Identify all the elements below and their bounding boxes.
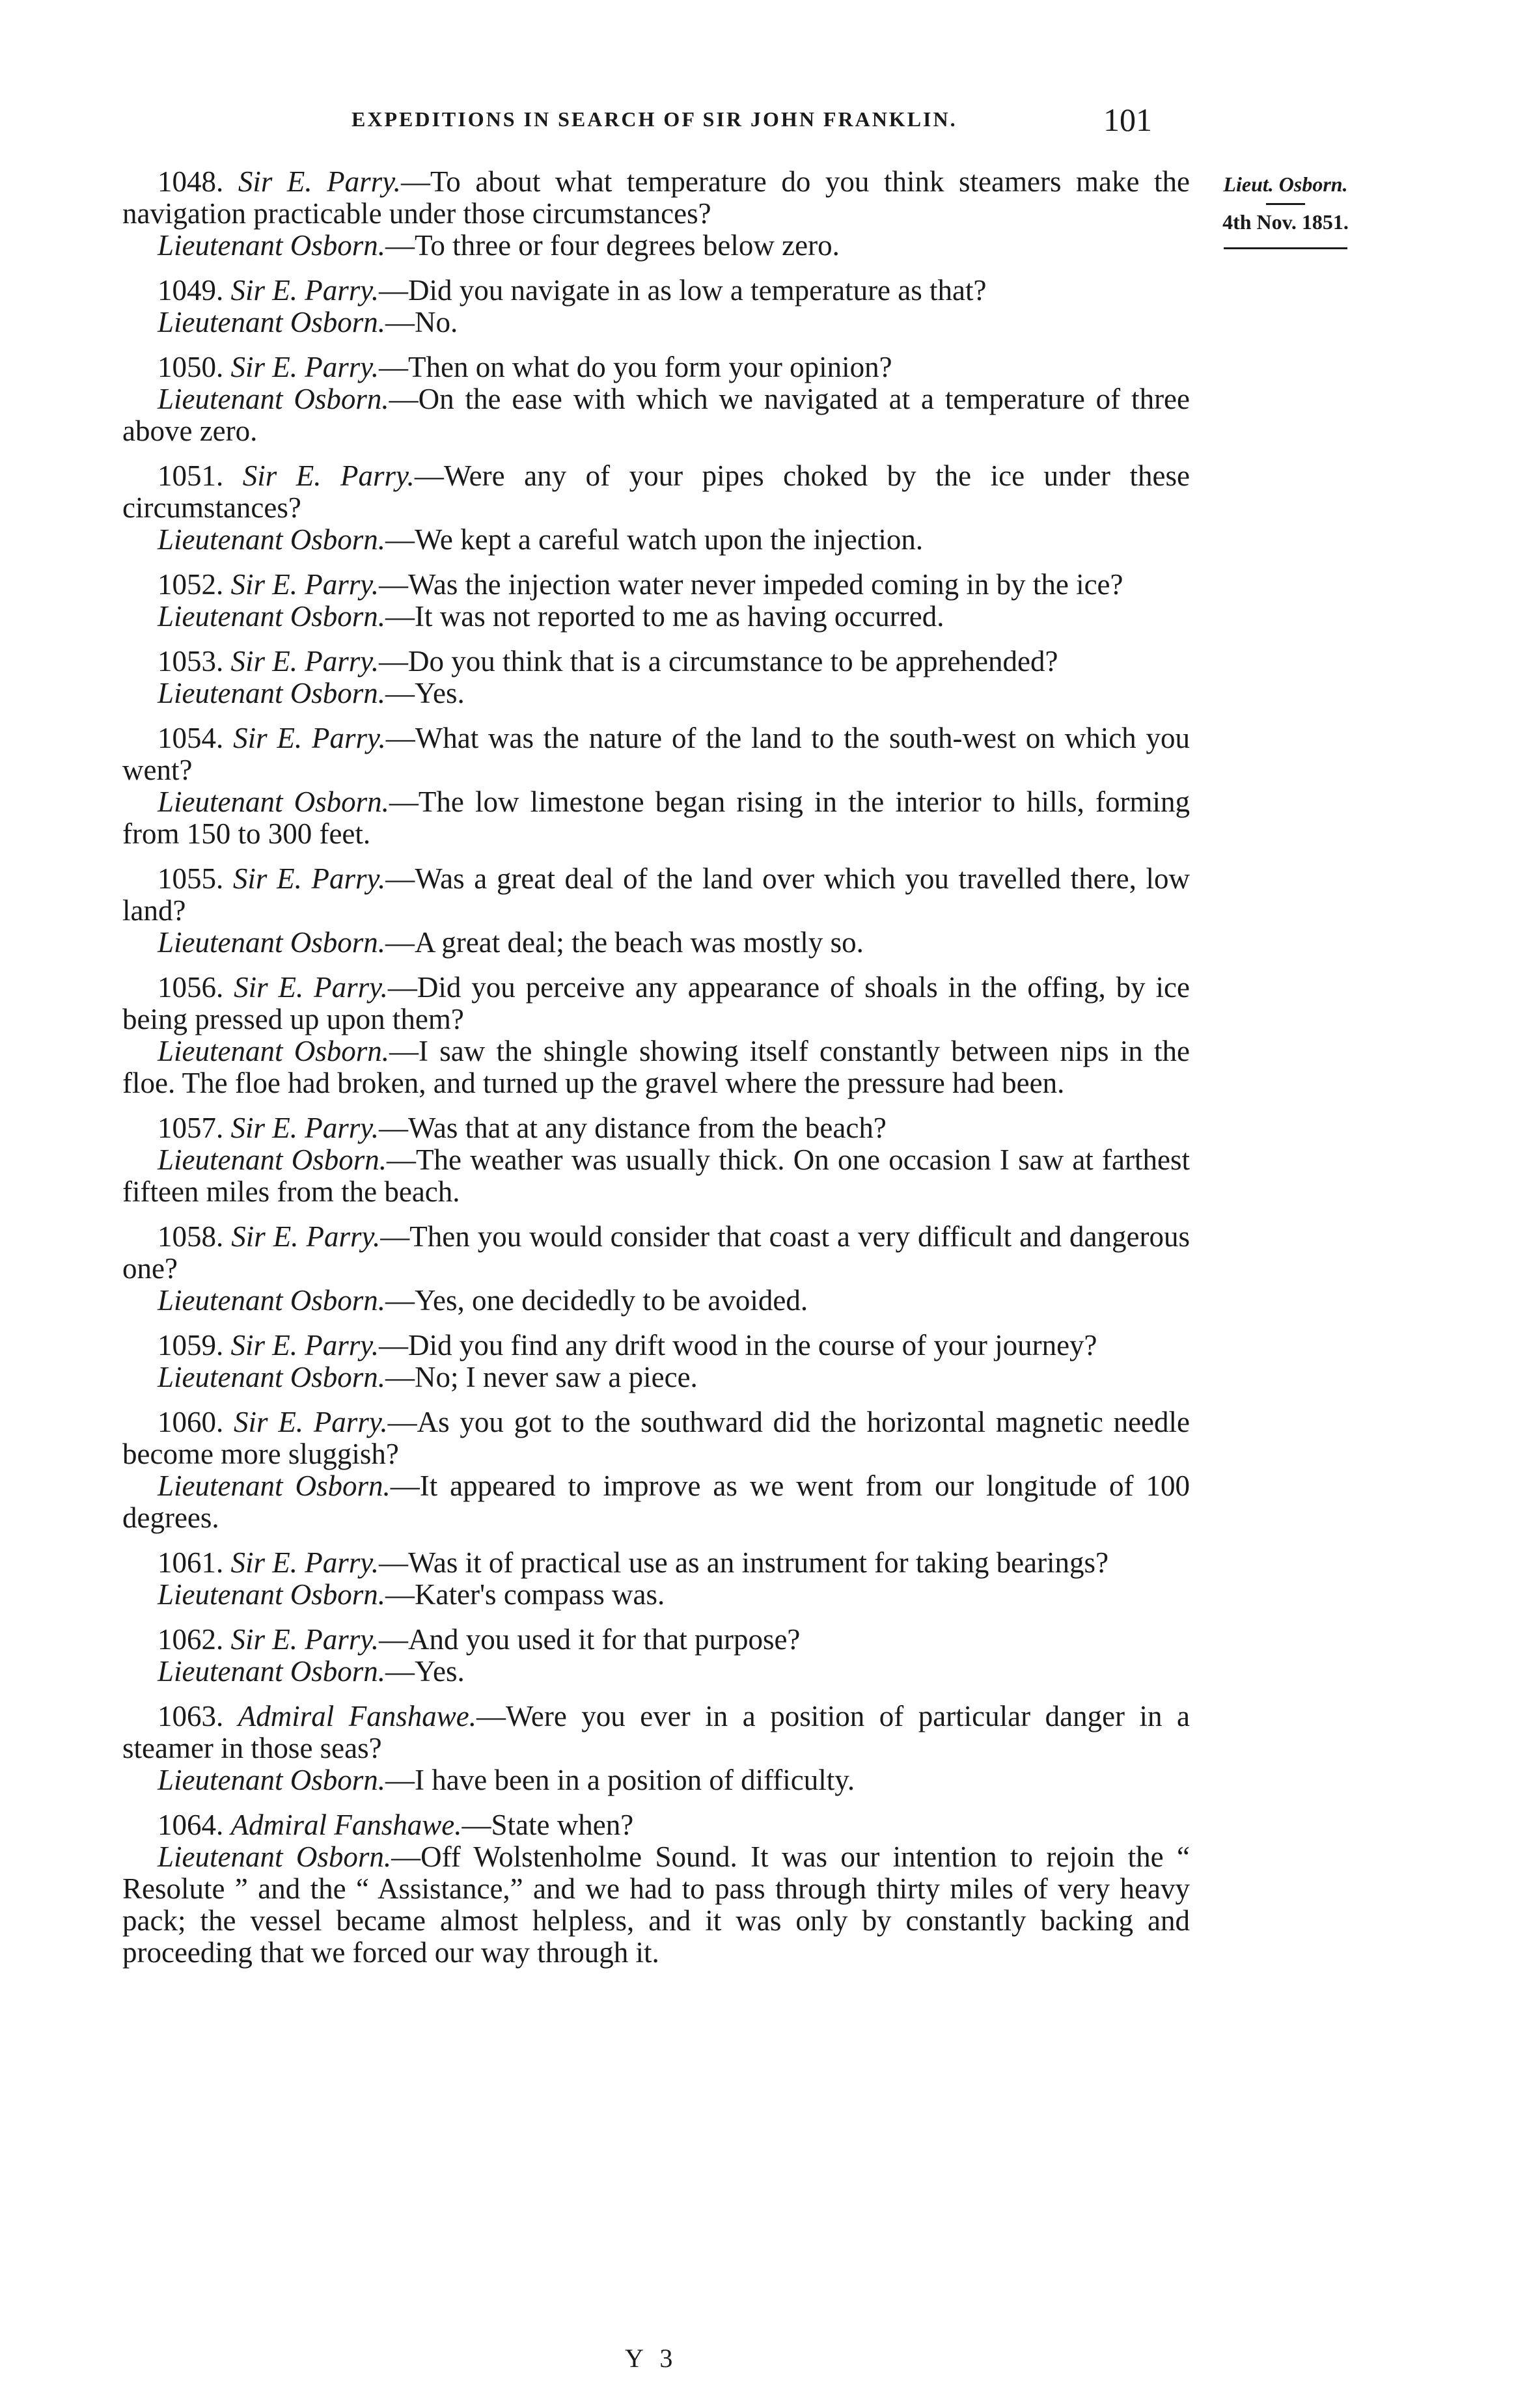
answer-text: —The weather was usually thick. On one occasion I saw at farthest fifteen miles from the beach. — [122, 1143, 1190, 1208]
page-number: 101 — [1103, 102, 1152, 138]
witness-name: Lieutenant Osborn. — [158, 1840, 392, 1873]
witness-name: Lieutenant Osborn. — [158, 383, 389, 415]
question-number: 1058. — [158, 1220, 224, 1253]
margin-witness: Lieut. Osborn. — [1223, 172, 1348, 196]
question — [122, 722, 1190, 786]
answer-text: —It appeared to improve as we went from our longitude of 100 degrees. — [122, 1470, 1190, 1534]
answer-text: —The low limestone began rising in the interior to hills, forming from 150 to 300 feet. — [122, 786, 1190, 850]
margin-date: 4th Nov. 1851. — [1222, 210, 1349, 234]
answer — [122, 927, 1190, 959]
question-text: —Were any of your pipes choked by the ice under these circumstances? — [122, 459, 1190, 524]
witness-name: Lieutenant Osborn. — [158, 1764, 386, 1796]
margin-divider — [1224, 247, 1347, 249]
questioner-name: Sir E. Parry. — [230, 1546, 379, 1579]
questioner-name: Sir E. Parry. — [230, 1112, 379, 1144]
answer-text: —I saw the shingle showing itself constantly between nips in the floe. The floe had broken, and turned up the gravel where the pressure had been. — [122, 1035, 1190, 1099]
question-number: 1061. — [158, 1546, 224, 1579]
witness-name: Lieutenant Osborn. — [158, 926, 386, 959]
question — [122, 1809, 1190, 1841]
answer — [122, 524, 1190, 556]
question-number: 1049. — [158, 274, 224, 307]
question — [122, 1112, 1190, 1144]
margin-note — [1211, 172, 1360, 249]
witness-name: Lieutenant Osborn. — [158, 1470, 391, 1502]
question-text: —Then you would consider that coast a very difficult and dangerous one? — [122, 1220, 1191, 1285]
question-text: —What was the nature of the land to the south-west on which you went? — [122, 722, 1191, 786]
answer-text: —It was not reported to me as having occurred. — [385, 600, 944, 633]
answer — [122, 1579, 1190, 1611]
question-number: 1059. — [158, 1329, 224, 1361]
answer-text: —Yes. — [385, 677, 465, 709]
testimony-entry — [122, 275, 1190, 338]
questioner-name: Sir E. Parry. — [230, 351, 379, 383]
witness-name: Lieutenant Osborn. — [158, 1284, 386, 1317]
answer — [122, 1144, 1190, 1208]
question-number: 1062. — [158, 1623, 224, 1656]
answer — [122, 677, 1190, 709]
testimony-entry — [122, 351, 1190, 447]
questioner-name: Sir E. Parry. — [230, 1623, 379, 1656]
questioner-name: Sir E. Parry. — [230, 568, 379, 601]
witness-name: Lieutenant Osborn. — [158, 1143, 387, 1176]
question — [122, 1406, 1190, 1470]
question — [122, 1221, 1190, 1285]
answer-text: —On the ease with which we navigated at a temperature of three above zero. — [122, 383, 1190, 447]
answer-text: —Yes, one decidedly to be avoided. — [385, 1284, 808, 1317]
question-number: 1050. — [158, 351, 224, 383]
question — [122, 1547, 1190, 1579]
question — [122, 569, 1190, 601]
question — [122, 1330, 1190, 1361]
questioner-name: Admiral Fanshawe. — [238, 1700, 476, 1732]
questioner-name: Sir E. Parry. — [234, 971, 388, 1004]
answer — [122, 1764, 1190, 1796]
question — [122, 863, 1190, 927]
answer — [122, 230, 1190, 262]
answer-text: —Kater's compass was. — [385, 1578, 665, 1611]
question-text: —As you got to the southward did the horizontal magnetic needle become more sluggish? — [122, 1406, 1190, 1470]
witness-name: Lieutenant Osborn. — [158, 1655, 386, 1688]
questioner-name: Sir E. Parry. — [230, 645, 379, 677]
margin-divider — [1266, 203, 1305, 205]
answer-text: —A great deal; the beach was mostly so. — [385, 926, 864, 959]
questioner-name: Sir E. Parry. — [238, 165, 401, 198]
question — [122, 646, 1190, 677]
testimony-entry — [122, 166, 1190, 262]
answer — [122, 1470, 1190, 1534]
questioner-name: Sir E. Parry. — [231, 1220, 381, 1253]
signature-mark: Y 3 — [625, 2344, 678, 2373]
question — [122, 460, 1190, 524]
questioner-name: Sir E. Parry. — [230, 1329, 379, 1361]
question-number: 1060. — [158, 1406, 224, 1438]
questioner-name: Sir E. Parry. — [230, 274, 379, 307]
question — [122, 166, 1190, 230]
testimony-entry — [122, 460, 1190, 556]
question-text: —Was that at any distance from the beach? — [379, 1112, 887, 1144]
testimony-entry — [122, 972, 1190, 1099]
testimony-entry — [122, 1624, 1190, 1688]
question-text: —Then on what do you form your opinion? — [379, 351, 892, 383]
testimony-entry — [122, 1809, 1190, 1969]
answer-text: —Yes. — [385, 1655, 465, 1688]
answer — [122, 307, 1190, 338]
answer-text: —I have been in a position of difficulty. — [385, 1764, 855, 1796]
question-number: 1055. — [158, 862, 224, 895]
witness-name: Lieutenant Osborn. — [158, 1578, 386, 1611]
question-number: 1051. — [158, 459, 224, 492]
question-text: —Did you perceive any appearance of shoals in the offing, by ice being pressed up upon them? — [122, 971, 1191, 1035]
question-number: 1054. — [158, 722, 224, 754]
testimony-body — [122, 166, 1190, 1982]
testimony-entry — [122, 1701, 1190, 1796]
question-text: —Was a great deal of the land over which you travelled there, low land? — [122, 862, 1190, 927]
witness-name: Lieutenant Osborn. — [158, 1035, 390, 1067]
question-text: —Was the injection water never impeded coming in by the ice? — [379, 568, 1123, 601]
answer-text: —No. — [385, 306, 458, 338]
testimony-entry — [122, 646, 1190, 709]
question-text: —Did you find any drift wood in the course of your journey? — [379, 1329, 1097, 1361]
question-number: 1052. — [158, 568, 224, 601]
question-number: 1048. — [158, 165, 224, 198]
testimony-entry — [122, 569, 1190, 633]
testimony-entry — [122, 1330, 1190, 1393]
question-number: 1056. — [158, 971, 224, 1004]
question-text: —And you used it for that purpose? — [379, 1623, 801, 1656]
answer — [122, 1841, 1190, 1969]
witness-name: Lieutenant Osborn. — [158, 786, 389, 818]
testimony-entry — [122, 1406, 1190, 1534]
question-number: 1057. — [158, 1112, 224, 1144]
witness-name: Lieutenant Osborn. — [158, 1361, 386, 1393]
answer — [122, 1361, 1190, 1393]
question-text: —Were you ever in a position of particular danger in a steamer in those seas? — [122, 1700, 1190, 1764]
answer-text: —Off Wolstenholme Sound. It was our intention to rejoin the “ Resolute ” and the “ Assistance,” and we had to pass through thirty miles of very heavy pack; the vessel became almost helpless, and it was only by constantly backing and proceeding that we forced our way through it. — [122, 1840, 1190, 1969]
question-number: 1063. — [158, 1700, 224, 1732]
testimony-entry — [122, 1547, 1190, 1611]
question-text: —Do you think that is a circumstance to be apprehended? — [379, 645, 1058, 677]
questioner-name: Admiral Fanshawe. — [230, 1809, 462, 1841]
running-header: EXPEDITIONS IN SEARCH OF SIR JOHN FRANKLIN. — [351, 107, 957, 131]
answer — [122, 383, 1190, 447]
testimony-entry — [122, 1112, 1190, 1208]
testimony-entry — [122, 722, 1190, 850]
witness-name: Lieutenant Osborn. — [158, 306, 386, 338]
question-text: —Did you navigate in as low a temperature as that? — [379, 274, 987, 307]
question — [122, 351, 1190, 383]
answer-text: —To three or four degrees below zero. — [385, 229, 840, 262]
testimony-entry — [122, 863, 1190, 959]
question-number: 1053. — [158, 645, 224, 677]
answer — [122, 786, 1190, 850]
answer — [122, 1285, 1190, 1317]
question-text: —State when? — [461, 1809, 634, 1841]
testimony-entry — [122, 1221, 1190, 1317]
question — [122, 972, 1190, 1035]
answer-text: —We kept a careful watch upon the injection. — [385, 523, 924, 556]
witness-name: Lieutenant Osborn. — [158, 600, 386, 633]
witness-name: Lieutenant Osborn. — [158, 523, 386, 556]
questioner-name: Sir E. Parry. — [232, 862, 386, 895]
questioner-name: Sir E. Parry. — [234, 1406, 388, 1438]
question-number: 1064. — [158, 1809, 224, 1841]
question-text: —Was it of practical use as an instrument for taking bearings? — [379, 1546, 1109, 1579]
witness-name: Lieutenant Osborn. — [158, 229, 386, 262]
question — [122, 1624, 1190, 1656]
witness-name: Lieutenant Osborn. — [158, 677, 386, 709]
question-text: —To about what temperature do you think steamers make the navigation practicable under those circumstances? — [122, 165, 1190, 230]
questioner-name: Sir E. Parry. — [242, 459, 415, 492]
answer — [122, 601, 1190, 633]
questioner-name: Sir E. Parry. — [233, 722, 386, 754]
question — [122, 275, 1190, 307]
answer-text: —No; I never saw a piece. — [385, 1361, 698, 1393]
answer — [122, 1656, 1190, 1688]
question — [122, 1701, 1190, 1764]
answer — [122, 1035, 1190, 1099]
